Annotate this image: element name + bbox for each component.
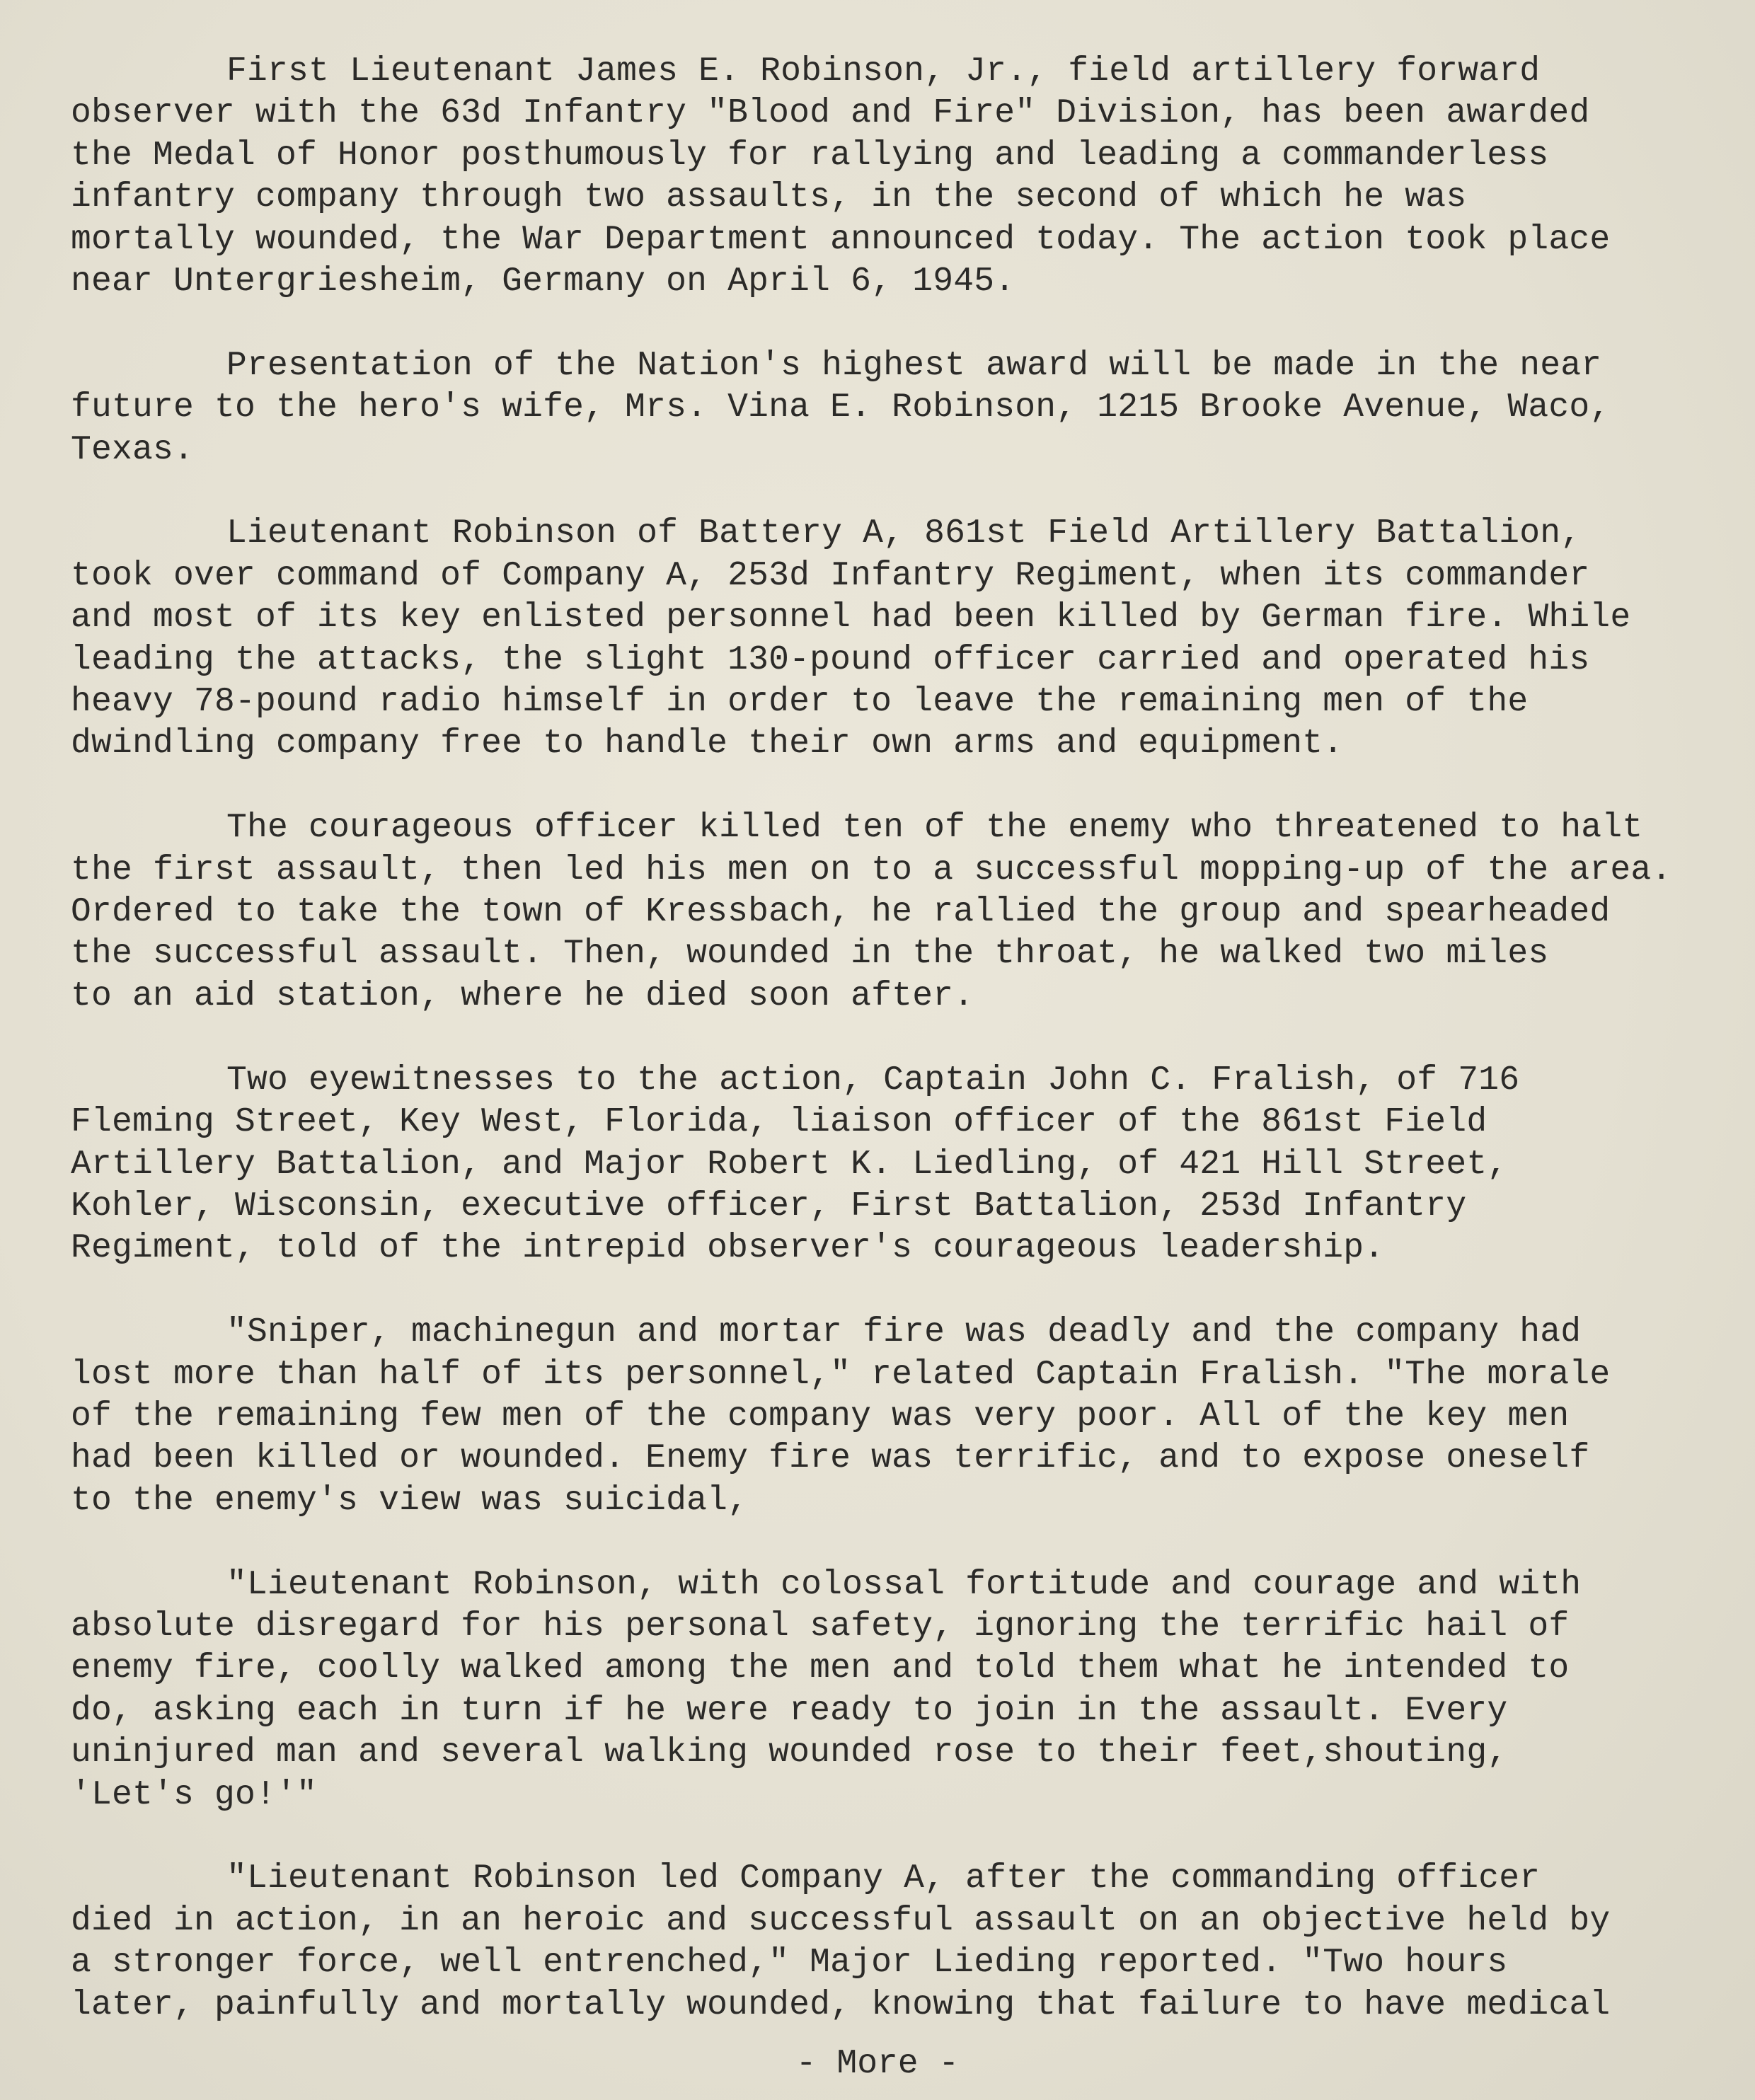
paragraph-command: Lieutenant Robinson of Battery A, 861st Field Artillery Battalion, took over command of Company A, 253d Infantry Regiment, when its commander and most of its key enlisted personnel had been killed by German fire. While leading the attacks, the slight 130-pound officer carried and operated his heavy 78-pound radio himself in order to leave the remaining men of the dwindling company free to handle their own arms and equipment. <box>71 514 1631 763</box>
paragraph-fralish-quote-2: "Lieutenant Robinson, with colossal fortitude and courage and with absolute disregard for his personal safety, ignoring the terrific hail of enemy fire, coolly walked among the men and told them what he intended to do, asking each in turn if he were ready to join in the assault. Every uninjured man and several walking wounded rose to their feet,shouting, 'Let's go!'" <box>71 1565 1582 1814</box>
paragraph-assault: The courageous officer killed ten of the enemy who threatened to halt the first assault, then led his men on to a successful mopping-up of the area. Ordered to take the town of Kressbach, he rallied the group and spearheaded the successful assault. Then, wounded in the throat, he walked two miles to an aid station, where he died soon after. <box>71 809 1672 1015</box>
paragraph-eyewitnesses: Two eyewitnesses to the action, Captain John C. Fralish, of 716 Fleming Street, Key West, Florida, liaison officer of the 861st Field Artillery Battalion, and Major Robert K. Liedling, of 421 Hill Street, Kohler, Wisconsin, executive officer, First Battalion, 253d Infantry Regiment, told of the intrepid observer's courageous leadership. <box>71 1061 1520 1268</box>
paragraph-lieding-quote: "Lieutenant Robinson led Company A, after the commanding officer died in action, in an heroic and successful assault on an objective held by a stronger force, well entrenched," Major Lieding reported. "Two hours later, painfully and mortally wounded, knowing that failure to have medical <box>71 1859 1611 2024</box>
paragraph-fralish-quote-1: "Sniper, machinegun and mortar fire was deadly and the company had lost more than half of its personnel," related Captain Fralish. "The morale of the remaining few men of the company was very poor. All of the key men had been killed or wounded. Enemy fire was terrific, and to expose oneself to the enemy's view was suicidal, <box>71 1313 1611 1520</box>
document-body <box>71 51 1691 2068</box>
paragraph-presentation: Presentation of the Nation's highest award will be made in the near future to the hero's wife, Mrs. Vina E. Robinson, 1215 Brooke Avenue, Waco, Texas. <box>71 346 1611 469</box>
page-footer-more: - More - <box>795 2045 960 2083</box>
paragraph-award-announcement: First Lieutenant James E. Robinson, Jr., field artillery forward observer with the 63d Infantry "Blood and Fire" Division, has been awarded the Medal of Honor posthumously for rallying and leading a commanderless infantry company through two assaults, in the second of which he was mortally wounded, the War Department announced today. The action took place near Untergriesheim, Germany on April 6, 1945. <box>71 52 1611 301</box>
